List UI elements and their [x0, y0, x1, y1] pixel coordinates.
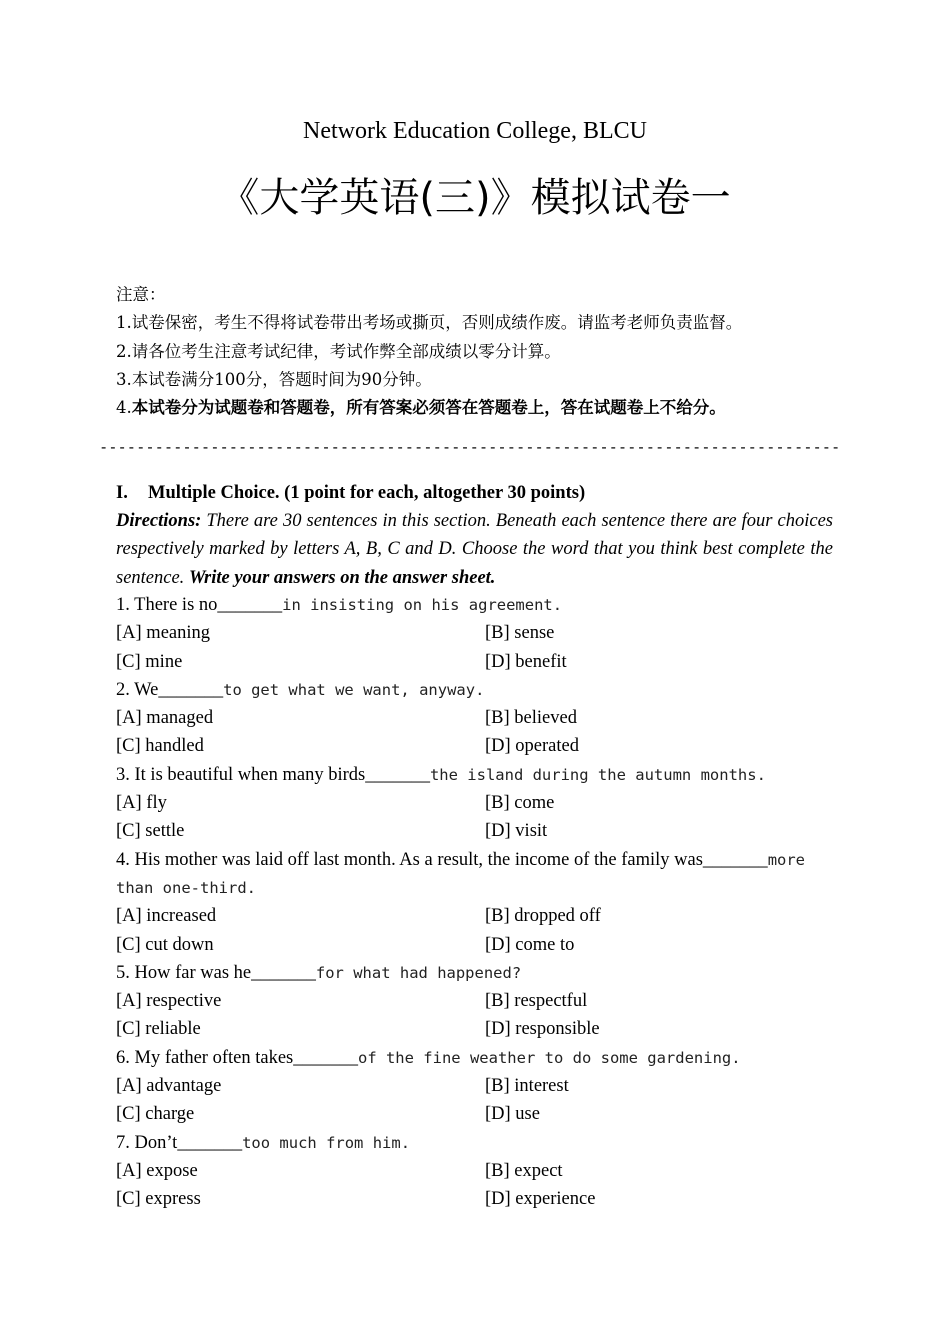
stem-start: 5. How far was he_______ — [116, 962, 316, 983]
question-stem — [116, 846, 836, 874]
option-b: [B] sense — [485, 623, 555, 644]
directions-text: There are 30 sentences in this section. Beneath each sentence there are four choices respectively marked by letters A, B, C and D. Choose the word that you think best complete the sentence. — [116, 511, 833, 588]
stem-end: the island during the autumn months. — [429, 765, 766, 784]
notice-block — [116, 281, 856, 422]
option-c: [C] mine — [116, 651, 183, 672]
option-row — [116, 902, 836, 930]
option-row — [116, 1185, 836, 1213]
directions-label: Directions: — [116, 511, 202, 531]
option-a: [A] managed — [116, 708, 214, 729]
option-b: [B] come — [485, 793, 555, 814]
option-row — [116, 1157, 836, 1185]
option-b: [B] interest — [485, 1076, 569, 1097]
stem-end: in insisting on his agreement. — [282, 596, 563, 614]
stem-start: 6. My father often takes_______ — [116, 1047, 358, 1068]
stem-start: 2. We_______ — [116, 679, 224, 700]
question-stem — [116, 959, 836, 987]
option-row — [116, 1072, 836, 1100]
question-stem — [116, 591, 836, 619]
notice-heading: 注意： — [116, 285, 166, 304]
notice-item-4 — [116, 394, 856, 422]
option-c: [C] settle — [116, 821, 185, 842]
cut-line-divider: -------------------------------------------------------------------------------- — [99, 441, 841, 453]
notice-item-4-text: 本试卷分为试题卷和答题卷，所有答案必须答在答题卷上，答在试题卷上不给分。 — [131, 398, 726, 418]
question-stem — [116, 1129, 836, 1157]
option-row — [116, 1015, 836, 1043]
option-c: [C] cut down — [116, 934, 214, 955]
option-c: [C] handled — [116, 736, 204, 757]
notice-item-2: 2.请各位考生注意考试纪律，考试作弊全部成绩以零分计算。 — [116, 341, 561, 361]
directions-paragraph — [116, 507, 833, 592]
stem-end: to get what we want, anyway. — [223, 680, 485, 699]
option-c: [C] express — [116, 1189, 201, 1210]
stem-start: 1. There is no_______ — [116, 595, 283, 615]
option-row — [116, 987, 836, 1015]
question-stem — [116, 1044, 836, 1072]
option-b: [B] expect — [485, 1160, 563, 1181]
option-row — [116, 1100, 836, 1128]
option-a: [A] respective — [116, 991, 222, 1012]
option-b: [B] respectful — [485, 991, 588, 1012]
option-a: [A] expose — [116, 1160, 198, 1181]
question-list — [116, 591, 836, 1214]
section-title: Multiple Choice. (1 point for each, altogether 30 points) — [148, 483, 586, 503]
option-d: [D] responsible — [485, 1019, 600, 1040]
stem-end: for what had happened? — [315, 963, 522, 982]
notice-item-1: 1.试卷保密，考生不得将试卷带出考场或撕页，否则成绩作废。请监考老师负责监督。 — [116, 313, 743, 333]
notice-item-4-number: 4. — [116, 398, 132, 418]
option-a: [A] advantage — [116, 1076, 222, 1097]
option-c: [C] reliable — [116, 1019, 201, 1040]
option-d: [D] come to — [485, 934, 575, 955]
stem-end: of the fine weather to do some gardening. — [357, 1048, 741, 1067]
option-b: [B] believed — [485, 708, 577, 729]
option-d: [D] operated — [485, 736, 579, 757]
option-a: [A] fly — [116, 793, 167, 814]
option-row — [116, 732, 836, 760]
option-b: [B] dropped off — [485, 906, 601, 927]
option-a: [A] increased — [116, 906, 217, 927]
option-a: [A] meaning — [116, 623, 211, 644]
option-d: [D] use — [485, 1104, 540, 1125]
option-row — [116, 648, 836, 676]
directions-emphasis: Write your answers on the answer sheet. — [188, 567, 496, 588]
option-row — [116, 931, 836, 959]
question-stem — [116, 676, 836, 704]
college-name: Network Education College, BLCU — [303, 118, 647, 144]
option-c: [C] charge — [116, 1104, 195, 1125]
option-row — [116, 619, 836, 647]
option-d: [D] benefit — [485, 651, 567, 672]
option-d: [D] experience — [485, 1189, 596, 1210]
stem-continued: than one-third. — [116, 878, 256, 897]
stem-end: more — [767, 850, 806, 869]
option-d: [D] visit — [485, 821, 548, 842]
stem-start: 7. Don’t_______ — [116, 1132, 243, 1153]
section-heading — [116, 479, 585, 507]
option-row — [116, 817, 836, 845]
stem-start: 3. It is beautiful when many birds_______ — [116, 764, 430, 785]
section-number: I. — [116, 483, 128, 503]
question-stem — [116, 761, 836, 789]
option-row — [116, 704, 836, 732]
exam-title: 《大学英语(三)》模拟试卷一 — [219, 175, 731, 221]
option-row — [116, 789, 836, 817]
stem-end: too much from him. — [242, 1133, 411, 1152]
stem-start: 4. His mother was laid off last month. As a result, the income of the family was_______ — [116, 849, 768, 870]
question-stem-continued — [116, 874, 836, 902]
notice-item-3: 3.本试卷满分100分，答题时间为90分钟。 — [116, 369, 432, 389]
